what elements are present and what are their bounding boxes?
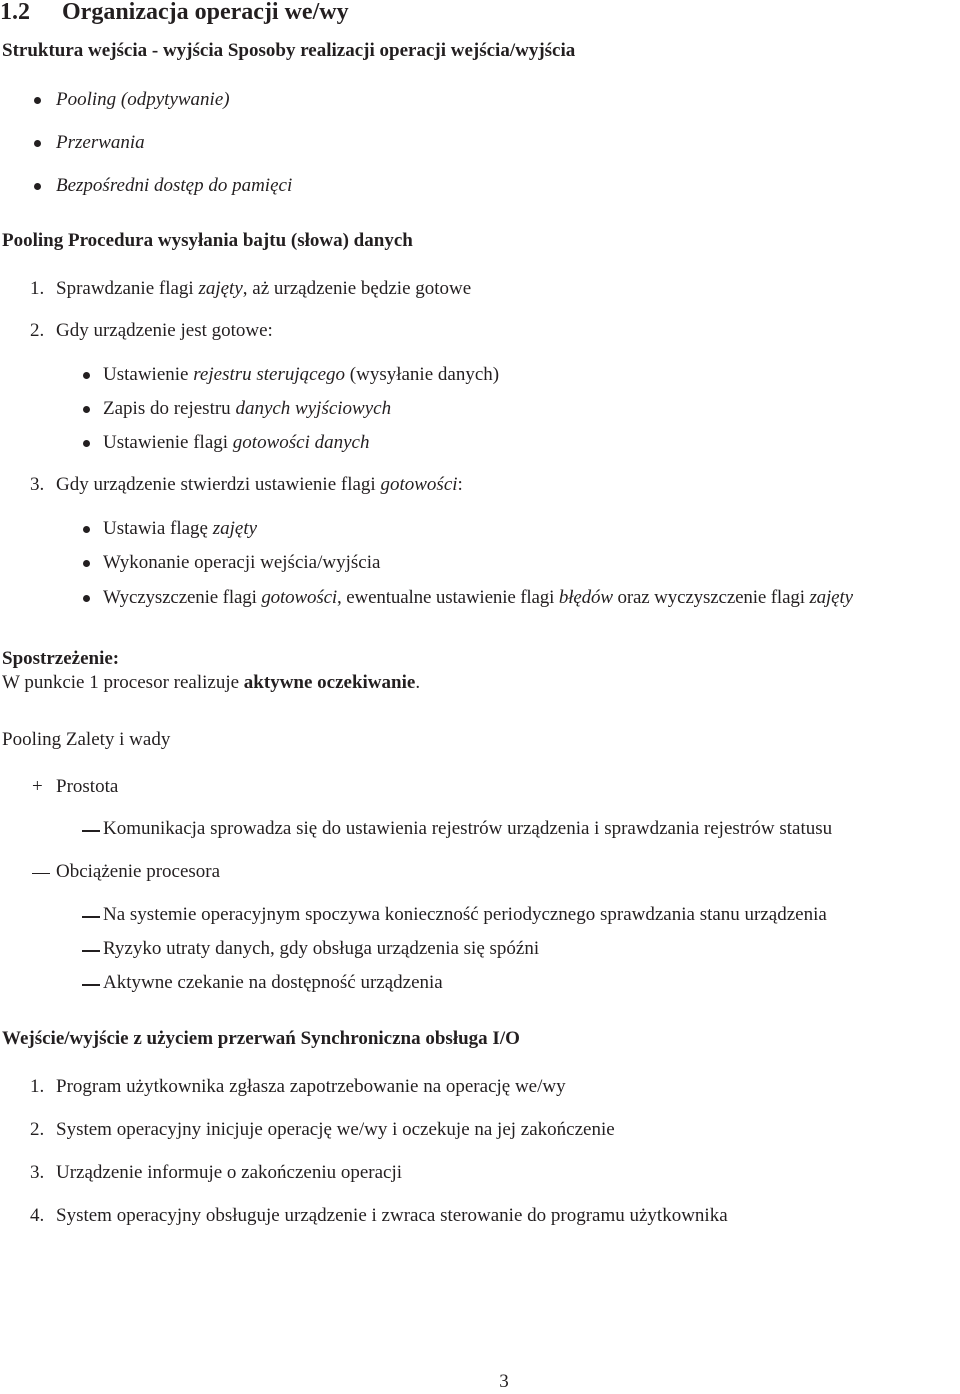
- method-item: Bezpośredni dostęp do pamięci: [56, 175, 293, 196]
- page-number: 3: [499, 1371, 509, 1392]
- section-number: 1.2: [0, 0, 30, 25]
- step-number: 1.: [30, 278, 45, 299]
- con-sub-item: Na systemie operacyjnym spoczywa konieczność periodycznego sprawdzania stanu urządzenia: [103, 904, 827, 925]
- dash-icon: [82, 984, 100, 986]
- pro-sub-item: Komunikacja sprowadza się do ustawienia rejestrów urządzenia i sprawdzania rejestrów statusu: [103, 818, 833, 839]
- pros-cons-heading: Pooling Zalety i wady: [2, 729, 171, 750]
- step-number: 3.: [30, 474, 45, 495]
- bullet-icon: [83, 526, 90, 533]
- sub-list-item: Ustawienie rejestru sterującego (wysyłanie danych): [103, 364, 500, 385]
- step-number: 2.: [30, 1119, 45, 1140]
- bullet-icon: [83, 595, 90, 602]
- bullet-icon: [83, 406, 90, 413]
- interrupts-heading: Wejście/wyjście z użyciem przerwań Synchroniczna obsługa I/O: [2, 1028, 520, 1049]
- sub-list-item: Ustawia flagę zajęty: [103, 518, 258, 539]
- method-item: Pooling (odpytywanie): [56, 89, 230, 110]
- observation-heading: Spostrzeżenie:: [2, 648, 120, 669]
- section-title: Organizacja operacji we/wy: [62, 0, 349, 25]
- sub-list-item: Zapis do rejestru danych wyjściowych: [103, 398, 392, 419]
- observation-text: W punkcie 1 procesor realizuje aktywne oczekiwanie.: [2, 672, 421, 693]
- step-number: 3.: [30, 1162, 45, 1183]
- sub-list-item: Ustawienie flagi gotowości danych: [103, 432, 370, 453]
- con-item: Obciążenie procesora: [56, 861, 221, 882]
- bullet-icon: [83, 440, 90, 447]
- step-number: 2.: [30, 320, 45, 341]
- bullet-icon: [83, 372, 90, 379]
- io-structure-heading: Struktura wejścia - wyjścia Sposoby realizacji operacji wejścia/wyjścia: [2, 40, 576, 61]
- sub-list-item: Wykonanie operacji wejścia/wyjścia: [103, 552, 381, 573]
- bullet-icon: [34, 97, 41, 104]
- interrupt-step: Urządzenie informuje o zakończeniu operacji: [56, 1162, 403, 1183]
- step-number: 4.: [30, 1205, 45, 1226]
- dash-icon: [82, 916, 100, 918]
- interrupt-step: System operacyjny obsługuje urządzenie i zwraca sterowanie do programu użytkownika: [56, 1205, 728, 1226]
- pooling-procedure-heading: Pooling Procedura wysyłania bajtu (słowa) danych: [2, 230, 413, 251]
- con-sub-item: Aktywne czekanie na dostępność urządzenia: [103, 972, 443, 993]
- procedure-step: Gdy urządzenie jest gotowe:: [56, 320, 273, 341]
- interrupt-step: Program użytkownika zgłasza zapotrzebowanie na operację we/wy: [56, 1076, 566, 1097]
- interrupt-step: System operacyjny inicjuje operację we/wy i oczekuje na jej zakończenie: [56, 1119, 615, 1140]
- bullet-icon: [34, 183, 41, 190]
- method-item: Przerwania: [56, 132, 145, 153]
- dash-icon: [82, 830, 100, 832]
- section-heading: [0, 0, 349, 27]
- bullet-icon: [83, 560, 90, 567]
- pro-item: Prostota: [56, 776, 119, 797]
- sub-list-item: Wyczyszczenie flagi gotowości, ewentualne ustawienie flagi błędów oraz wyczyszczenie flagi zajęty: [103, 587, 853, 608]
- dash-icon: [82, 950, 100, 952]
- step-number: 1.: [30, 1076, 45, 1097]
- con-sub-item: Ryzyko utraty danych, gdy obsługa urządzenia się spóźni: [103, 938, 540, 959]
- minus-icon: [32, 873, 50, 874]
- bullet-icon: [34, 140, 41, 147]
- plus-icon: +: [32, 776, 43, 797]
- procedure-step: Gdy urządzenie stwierdzi ustawienie flagi gotowości:: [56, 474, 463, 495]
- procedure-step: Sprawdzanie flagi zajęty, aż urządzenie będzie gotowe: [56, 278, 472, 299]
